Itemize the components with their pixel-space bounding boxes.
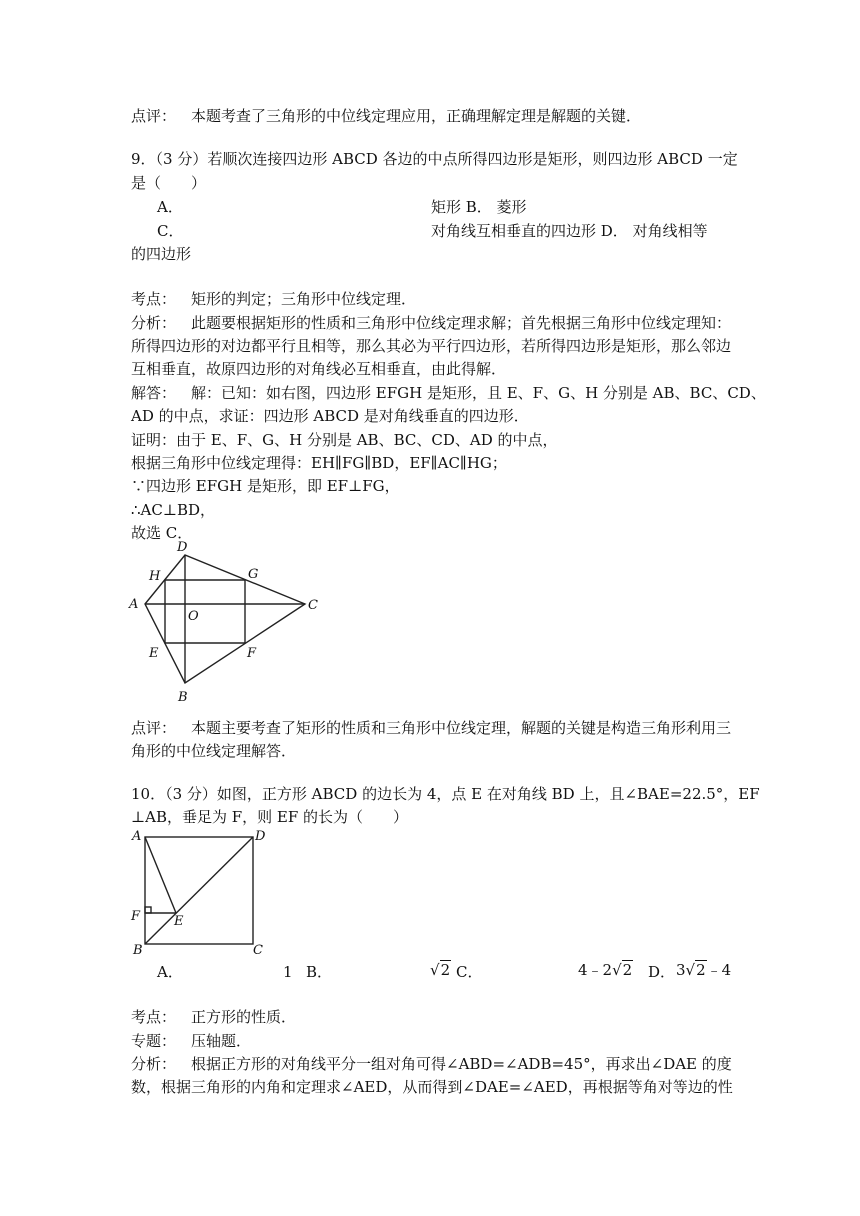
fenxi-10-label: 分析：	[131, 1055, 177, 1073]
kaodian-label: 考点：	[131, 290, 177, 308]
label-a: A	[129, 597, 139, 612]
label-a: A	[132, 829, 142, 844]
review-text: 本题考查了三角形的中位线定理应用，正确理解定理是解题的关键．	[191, 107, 642, 125]
question-10-stem: 10．（3 分）如图，正方形 ABCD 的边长为 4，点 E 在对角线 BD 上，且∠BAE=22.5°，EF	[131, 785, 760, 803]
q10-option-b-value: √2	[430, 961, 451, 979]
kaodian-10-text: 正方形的性质．	[191, 1008, 297, 1026]
proof-line-2: 根据三角形中位线定理得：EH∥FG∥BD，EF∥AC∥HG；	[131, 454, 507, 472]
fenxi-line-3: 互相垂直，故原四边形的对角线必互相垂直，由此得解．	[131, 360, 507, 378]
label-f: F	[131, 909, 141, 924]
review-line	[131, 106, 641, 126]
label-g: G	[248, 567, 259, 582]
zhuanti-label: 专题：	[131, 1032, 177, 1050]
label-e: E	[174, 914, 184, 929]
label-o: O	[188, 609, 199, 624]
q10-option-a-value: 1	[283, 963, 293, 981]
review-label: 点评：	[131, 107, 177, 125]
jieda-label: 解答：	[131, 384, 177, 402]
question-9-stem-2: 是（ ）	[131, 174, 207, 192]
review-2-line-2: 角形的中位线定理解答．	[131, 742, 297, 760]
question-10-stem-2: ⊥AB，垂足为 F，则 EF 的长为（ ）	[131, 808, 409, 826]
label-c: C	[308, 598, 318, 613]
label-e: E	[149, 646, 159, 661]
proof-line-4: ∴AC⊥BD，	[131, 501, 216, 519]
q10-option-a-label: A．	[157, 963, 183, 981]
fenxi-10-line-2: 数，根据三角形的内角和定理求∠AED，从而得到∠DAE=∠AED，再根据等角对等边的性	[131, 1078, 733, 1096]
option-a-label: A．	[157, 198, 183, 216]
proof-line-3: ∵四边形 EFGH 是矩形，即 EF⊥FG，	[131, 477, 400, 495]
label-d: D	[177, 540, 188, 555]
jieda-line-2: AD 的中点，求证：四边形 ABCD 是对角线垂直的四边形．	[131, 407, 529, 425]
label-f: F	[247, 646, 257, 661]
proof-line-1: 证明：由于 E、F、G、H 分别是 AB、BC、CD、AD 的中点，	[131, 431, 558, 449]
zhuanti-text: 压轴题．	[191, 1032, 252, 1050]
kaodian-line	[131, 289, 416, 309]
fenxi-line-1	[131, 313, 731, 333]
fenxi-10-line-1	[131, 1054, 732, 1074]
zhuanti-line	[131, 1031, 251, 1051]
jieda-line-1	[131, 383, 766, 403]
fenxi-label: 分析：	[131, 314, 177, 332]
q10-option-b-label: B．	[306, 963, 333, 981]
label-b: B	[178, 690, 188, 705]
fenxi-10-text-1: 根据正方形的对角线平分一组对角可得∠ABD=∠ADB=45°，再求出∠DAE 的度	[191, 1055, 732, 1073]
figure-9-quadrilateral	[125, 535, 335, 707]
review-2-label: 点评：	[131, 719, 177, 737]
option-c-text: 对角线互相垂直的四边形 D． 对角线相等	[431, 222, 708, 240]
q10-option-c-label: C．	[456, 963, 483, 981]
figure-10-square	[125, 826, 275, 961]
option-c-label: C．	[157, 222, 184, 240]
review-2-line-1	[131, 718, 731, 738]
q10-option-c-value: 4﹣2√2	[578, 961, 633, 979]
proof-line-5: 故选 C．	[131, 524, 193, 542]
label-d: D	[255, 829, 266, 844]
fenxi-line-2: 所得四边形的对边都平行且相等，那么其必为平行四边形，若所得四边形是矩形，那么邻边	[131, 337, 732, 355]
option-d-continuation: 的四边形	[131, 245, 192, 263]
kaodian-10-line	[131, 1007, 296, 1027]
fenxi-text-1: 此题要根据矩形的性质和三角形中位线定理求解；首先根据三角形中位线定理知：	[191, 314, 732, 332]
label-b: B	[133, 943, 143, 958]
kaodian-text: 矩形的判定；三角形中位线定理．	[191, 290, 417, 308]
question-9-stem: 9．（3 分）若顺次连接四边形 ABCD 各边的中点所得四边形是矩形，则四边形 ABCD 一定	[131, 150, 738, 168]
label-h: H	[149, 569, 161, 584]
label-c: C	[253, 943, 263, 958]
jieda-text-1: 解：已知：如右图，四边形 EFGH 是矩形，且 E、F、G、H 分别是 AB、BC、CD、	[191, 384, 766, 402]
kaodian-10-label: 考点：	[131, 1008, 177, 1026]
q10-option-d-label: D．	[648, 963, 676, 981]
option-a-text: 矩形 B． 菱形	[431, 198, 527, 216]
q10-option-d-value: 3√2﹣4	[676, 961, 732, 979]
review-2-text-1: 本题主要考查了矩形的性质和三角形中位线定理，解题的关键是构造三角形利用三	[191, 719, 732, 737]
